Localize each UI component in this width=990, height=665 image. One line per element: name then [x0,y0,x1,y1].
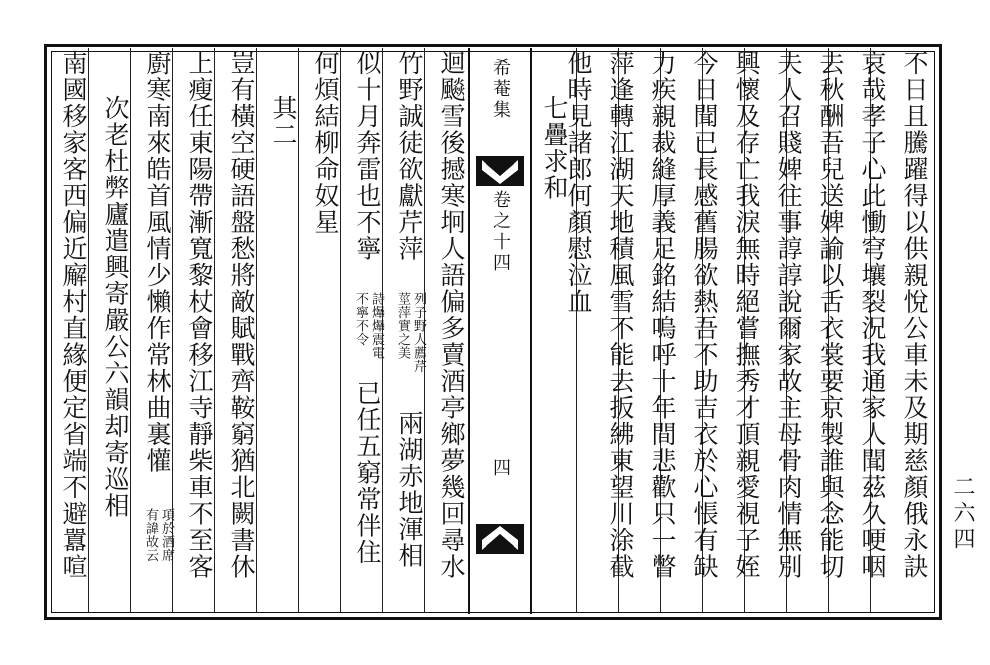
fishtail-upper-icon [476,156,524,186]
annotation-note: 莖萍實之美 [395,292,410,360]
text-column: 似十月奔雷也不寧 [353,50,382,262]
annotation-note: 不寧不令 [353,292,368,346]
text-column: 廚寒南來皓首風情少懶作常林曲裏懽 [143,50,172,474]
text-column: 他時見諸郎何顏慰泣血 [564,50,593,315]
text-column: 何煩結柳命奴星 [311,50,340,236]
text-column: 已任五窮常伴住 [353,380,382,566]
text-column: 力疾親裁縫厚義足銘結嗚呼十年間悲歡只一瞥 [648,50,677,580]
text-column: 哀哉孝子心此慟穹壤裂況我通家人聞茲久哽咽 [858,50,887,580]
annotation-note: 列子野人薦芹 [411,292,426,373]
poem-title: 七疊求和 [540,95,569,201]
text-column: 迴飈雪後撼寒坰人語偏多賣酒亭鄉夢幾回尋水 [437,50,466,580]
text-column: 今日聞已長感舊腸欲熱吾不助吉衣於心悵有缺 [690,50,719,580]
text-column: 萍逢轉江湖天地積風雪不能去扳紼東望川涂截 [606,50,635,580]
leaf-number: 四 [490,458,511,479]
page-number: 二六四 [950,475,975,553]
text-column: 夫人召賤婢往事諄諄說爾家故主母骨肉情無別 [774,50,803,580]
volume-label: 卷之十四 [490,190,511,274]
text-column: 不日且騰躍得以供親悅公車未及期慈顏俄永訣 [900,50,929,580]
annotation-note: 有諱故云 [143,508,158,562]
text-column: 竹野誠徒欲獻芹萍 [395,50,424,262]
center-strip [468,48,532,614]
text-column: 興懷及存亡我淚無時絕嘗撫秀才頂親愛視子姪 [732,50,761,580]
text-column: 上瘦任東陽帶漸寬黎杖會移江寺靜柴車不至客 [185,50,214,580]
text-column: 豈有橫空硬語盤愁將敵賦戰齊鞍窮猶北闕書休 [227,50,256,580]
annotation-note: 項於酒席 [159,508,174,562]
text-column: 南國移家客西偏近廨村直緣便定省端不避囂喧 [59,50,88,580]
text-column: 兩湖赤地渾相 [395,410,424,569]
poem-title: 次老杜弊廬遣興寄嚴公六韻却寄巡相 [101,95,130,519]
poem-subtitle: 其二 [269,95,298,148]
book-title: 希菴集 [490,58,511,121]
fishtail-lower-icon [476,524,524,554]
annotation-note: 詩爗爗震電 [369,292,384,360]
text-column: 去秋酬吾兒送婢諭以舌衣裳要京製誰與念能切 [816,50,845,580]
